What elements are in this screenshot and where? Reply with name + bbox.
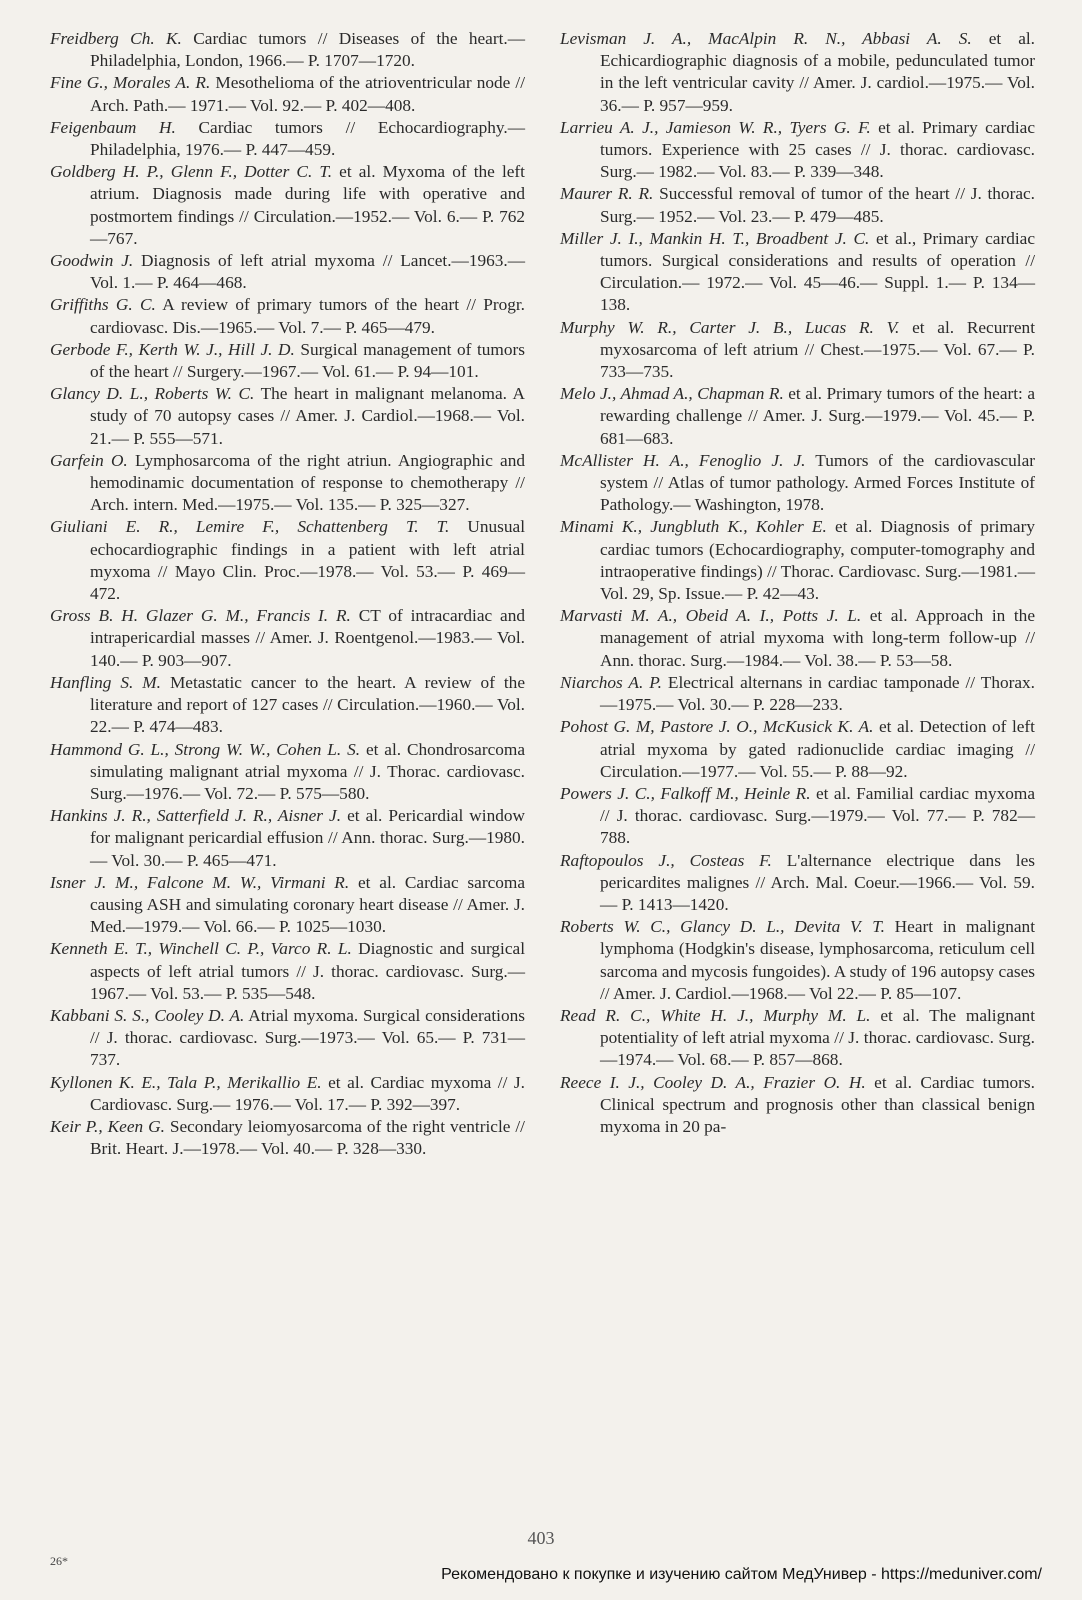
- signature-mark: 26*: [50, 1554, 68, 1568]
- reference-authors: Levisman J. A., MacAlpin R. N., Abbasi A. S.: [560, 29, 972, 48]
- reference-text: Diagnostic and surgical aspects of left atrial tumors // J. thorac. cardiovasc. Surg.— 1967.— Vol. 53.— P. 535—548.: [90, 939, 525, 1003]
- reference-text: et al. Approach in the management of atrial myxoma with long-term follow-up // Ann. thorac. Surg.—1984.— Vol. 38.— P. 53—58.: [600, 606, 1035, 670]
- reference-entry: [50, 605, 525, 672]
- reference-entry: [50, 250, 525, 294]
- reference-text: Cardiac tumors // Echocardiography.— Philadelphia, 1976.— P. 447—459.: [90, 117, 525, 160]
- reference-entry: [560, 783, 1035, 850]
- reference-authors: Isner J. M., Falcone M. W., Virmani R.: [50, 872, 350, 892]
- reference-authors: Glancy D. L., Roberts W. C.: [50, 384, 255, 404]
- reference-authors: Goodwin J.: [50, 251, 134, 271]
- reference-authors: Keir P., Keen G.: [50, 1116, 165, 1136]
- reference-text: Secondary leiomyosarcoma of the right ventricle // Brit. Heart. J.—1978.— Vol. 40.— P. 328—330.: [90, 1116, 525, 1159]
- reference-entry: [560, 383, 1035, 450]
- reference-entry: [560, 916, 1035, 1005]
- reference-authors: McAllister H. A., Fenoglio J. J.: [560, 450, 806, 470]
- reference-entry: [50, 1072, 525, 1116]
- reference-text: et al. Primary cardiac tumors. Experience with 25 cases // J. thorac. cardiovasc. Surg.— 1982.— Vol. 83.— P. 339—348.: [600, 117, 1035, 182]
- reference-text: Successful removal of tumor of the heart // J. thorac. Surg.— 1952.— Vol. 23.— P. 479—485.: [600, 184, 1035, 226]
- reference-text: et al. Chondrosarcoma simulating malignant atrial myxoma // J. Thorac. cardiovasc. Surg.—1976.— Vol. 72.— P. 575—580.: [90, 739, 525, 803]
- reference-entry: [50, 672, 525, 739]
- reference-authors: Kenneth E. T., Winchell C. P., Varco R. L.: [50, 939, 352, 959]
- reference-authors: Feigenbaum H.: [50, 117, 176, 137]
- reference-text: et al. Detection of left atrial myxoma by gated radionuclide cardiac imaging // Circulation.—1977.— Vol. 55.— P. 88—92.: [600, 717, 1035, 781]
- reference-authors: Melo J., Ahmad A., Chapman R.: [560, 384, 784, 404]
- reference-text: Cardiac tumors // Diseases of the heart.— Philadelphia, London, 1966.— P. 1707—1720.: [90, 29, 526, 71]
- reference-entry: [560, 228, 1035, 317]
- reference-authors: Maurer R. R.: [560, 184, 654, 204]
- reference-entry: [560, 605, 1035, 672]
- reference-authors: Kabbani S. S., Cooley D. A.: [50, 1005, 245, 1025]
- reference-entry: [560, 317, 1035, 384]
- reference-entry: [50, 1005, 525, 1072]
- reference-text: Mesothelioma of the atrioventricular node // Arch. Path.— 1971.— Vol. 92.— P. 402—408.: [90, 73, 525, 115]
- reference-authors: Gerbode F., Kerth W. J., Hill J. D.: [50, 339, 295, 359]
- reference-authors: Minami K., Jungbluth K., Kohler E.: [560, 517, 827, 537]
- references-column-right: [560, 28, 1035, 1138]
- reference-authors: Read R. C., White H. J., Murphy M. L.: [560, 1005, 871, 1025]
- footer-note: Рекомендовано к покупке и изучению сайтом МедУнивер - https://meduniver.com/: [441, 1566, 1042, 1583]
- reference-text: L'alternance electrique dans les pericardites malignes // Arch. Mal. Coeur.—1966.— Vol. 59.— P. 1413—1420.: [600, 850, 1035, 914]
- reference-text: et al., Primary cardiac tumors. Surgical considerations and results of operation // Circulation.— 1972.— Vol. 45—46.— Suppl. 1.— P. 134—138.: [600, 228, 1035, 315]
- reference-entry: [50, 28, 525, 72]
- reference-entry: [50, 938, 525, 1005]
- reference-authors: Murphy W. R., Carter J. B., Lucas R. V.: [560, 317, 900, 337]
- reference-text: Heart in malignant lymphoma (Hodgkin's disease, lymphosarcoma, reticulum cell sarcoma and mycosis fungoides). A study of 196 autopsy cases // Amer. J. Cardiol.—1968.— Vol 22.— P. 85—107.: [600, 917, 1035, 1003]
- reference-entry: [560, 183, 1035, 227]
- reference-authors: Griffiths G. C.: [50, 295, 156, 315]
- reference-entry: [50, 805, 525, 872]
- references-column-left: [50, 28, 525, 1160]
- reference-entry: [50, 72, 525, 116]
- reference-text: et al. Familial cardiac myxoma // J. thorac. cardiovasc. Surg.—1979.— Vol. 77.— P. 782—788.: [600, 783, 1036, 848]
- reference-entry: [560, 1072, 1035, 1139]
- reference-authors: Giuliani E. R., Lemire F., Schattenberg T. T.: [50, 517, 450, 537]
- reference-authors: Miller J. I., Mankin H. T., Broadbent J. C.: [560, 228, 870, 248]
- reference-text: et al. Echicardiographic diagnosis of a mobile, pedunculated tumor in the left ventricular cavity // Amer. J. cardiol.—1975.— Vol. 36.— P. 957—959.: [600, 29, 1035, 115]
- reference-entry: [560, 450, 1035, 517]
- reference-authors: Goldberg H. P., Glenn F., Dotter C. T.: [50, 162, 333, 182]
- reference-authors: Reece I. J., Cooley D. A., Frazier O. H.: [560, 1072, 866, 1092]
- reference-entry: [560, 672, 1035, 716]
- reference-text: Atrial myxoma. Surgical considerations // J. thorac. cardiovasc. Surg.—1973.— Vol. 65.— P. 731—737.: [90, 1005, 525, 1070]
- reference-entry: [560, 850, 1035, 917]
- reference-entry: [50, 872, 525, 939]
- reference-entry: [560, 516, 1035, 605]
- reference-entry: [50, 117, 525, 161]
- reference-authors: Hammond G. L., Strong W. W., Cohen L. S.: [50, 739, 361, 759]
- reference-entry: [50, 1116, 525, 1160]
- reference-entry: [50, 450, 525, 517]
- reference-text: et al. The malignant potentiality of left atrial myxoma // J. thorac. cardiovasc. Surg.—1974.— Vol. 68.— P. 857—868.: [600, 1005, 1035, 1070]
- reference-entry: [560, 716, 1035, 783]
- reference-authors: Roberts W. C., Glancy D. L., Devita V. T.: [560, 917, 885, 937]
- reference-entry: [50, 516, 525, 605]
- reference-authors: Marvasti M. A., Obeid A. I., Potts J. L.: [560, 606, 862, 626]
- reference-text: et al. Cardiac myxoma // J. Cardiovasc. Surg.— 1976.— Vol. 17.— P. 392—397.: [90, 1072, 525, 1114]
- reference-text: Lymphosarcoma of the right atriun. Angiographic and hemodinamic documentation of response to chemotherapy // Arch. intern. Med.—1975.— Vol. 135.— P. 325—327.: [90, 450, 525, 515]
- reference-authors: Kyllonen K. E., Tala P., Merikallio E.: [50, 1072, 322, 1092]
- reference-text: Electrical alternans in cardiac tamponade // Thorax.—1975.— Vol. 30.— P. 228—233.: [600, 672, 1035, 715]
- reference-entry: [50, 739, 525, 806]
- reference-authors: Larrieu A. J., Jamieson W. R., Tyers G. F.: [560, 117, 871, 137]
- reference-text: et al. Cardiac sarcoma causing ASH and simulating coronary heart disease // Amer. J. Med.—1979.— Vol. 66.— P. 1025—1030.: [90, 872, 525, 937]
- reference-authors: Garfein O.: [50, 450, 128, 470]
- reference-text: Surgical management of tumors of the heart // Surgery.—1967.— Vol. 61.— P. 94—101.: [90, 339, 525, 382]
- reference-entry: [50, 161, 525, 250]
- reference-entry: [560, 117, 1035, 184]
- reference-authors: Gross B. H. Glazer G. M., Francis I. R.: [50, 606, 351, 626]
- reference-entry: [50, 294, 525, 338]
- reference-authors: Powers J. C., Falkoff M., Heinle R.: [560, 783, 811, 803]
- reference-entry: [560, 28, 1035, 117]
- page-number: 403: [527, 1528, 555, 1548]
- reference-text: The heart in malignant melanoma. A study of 70 autopsy cases // Amer. J. Cardiol.—1968.— Vol. 21.— P. 555—571.: [90, 384, 525, 448]
- reference-authors: Hankins J. R., Satterfield J. R., Aisner J.: [50, 806, 342, 826]
- reference-authors: Pohost G. M, Pastore J. O., McKusick K. A.: [560, 717, 874, 737]
- reference-text: et al. Pericardial window for malignant pericardial effusion // Ann. thorac. Surg.—1980.— Vol. 30.— P. 465—471.: [90, 806, 525, 870]
- reference-text: et al. Myxoma of the left atrium. Diagnosis made during life with operative and postmortem findings // Circulation.—1952.— Vol. 6.— P. 762—767.: [90, 162, 525, 248]
- reference-text: et al. Recurrent myxosarcoma of left atrium // Chest.—1975.— Vol. 67.— P. 733—735.: [600, 317, 1035, 382]
- reference-text: et al. Primary tumors of the heart: a rewarding challenge // Amer. J. Surg.—1979.— Vol. 45.— P. 681—683.: [600, 384, 1035, 448]
- reference-authors: Hanfling S. M.: [50, 672, 161, 692]
- reference-text: Unusual echocardiographic findings in a patient with left atrial myxoma // Mayo Clin. Proc.—1978.— Vol. 53.— P. 469—472.: [90, 517, 525, 604]
- reference-text: et al. Cardiac tumors. Clinical spectrum and prognosis other than classical benign myxoma in 20 pa-: [600, 1072, 1035, 1136]
- reference-authors: Raftopoulos J., Costeas F.: [560, 850, 772, 870]
- reference-text: et al. Diagnosis of primary cardiac tumors (Echocardiography, computer-tomography and intraoperative findings) // Thorac. Cardiovasc. Surg.—1981.— Vol. 29, Sp. Issue.— P. 42—43.: [600, 517, 1035, 604]
- reference-authors: Freidberg Ch. K.: [50, 29, 182, 48]
- reference-text: Tumors of the cardiovascular system // Atlas of tumor pathology. Armed Forces Institute of Pathology.— Washington, 1978.: [600, 450, 1036, 515]
- reference-text: Diagnosis of left atrial myxoma // Lancet.—1963.— Vol. 1.— P. 464—468.: [90, 251, 525, 293]
- reference-entry: [50, 339, 525, 383]
- reference-authors: Niarchos A. P.: [560, 672, 662, 692]
- reference-text: CT of intracardiac and intrapericardial masses // Amer. J. Roentgenol.—1983.— Vol. 140.— P. 903—907.: [90, 606, 525, 670]
- reference-entry: [560, 1005, 1035, 1072]
- reference-authors: Fine G., Morales A. R.: [50, 73, 211, 93]
- reference-entry: [50, 383, 525, 450]
- reference-text: Metastatic cancer to the heart. A review of the literature and report of 127 cases // Circulation.—1960.— Vol. 22.— P. 474—483.: [90, 672, 525, 737]
- reference-text: A review of primary tumors of the heart // Progr. cardiovasc. Dis.—1965.— Vol. 7.— P. 465—479.: [90, 295, 525, 337]
